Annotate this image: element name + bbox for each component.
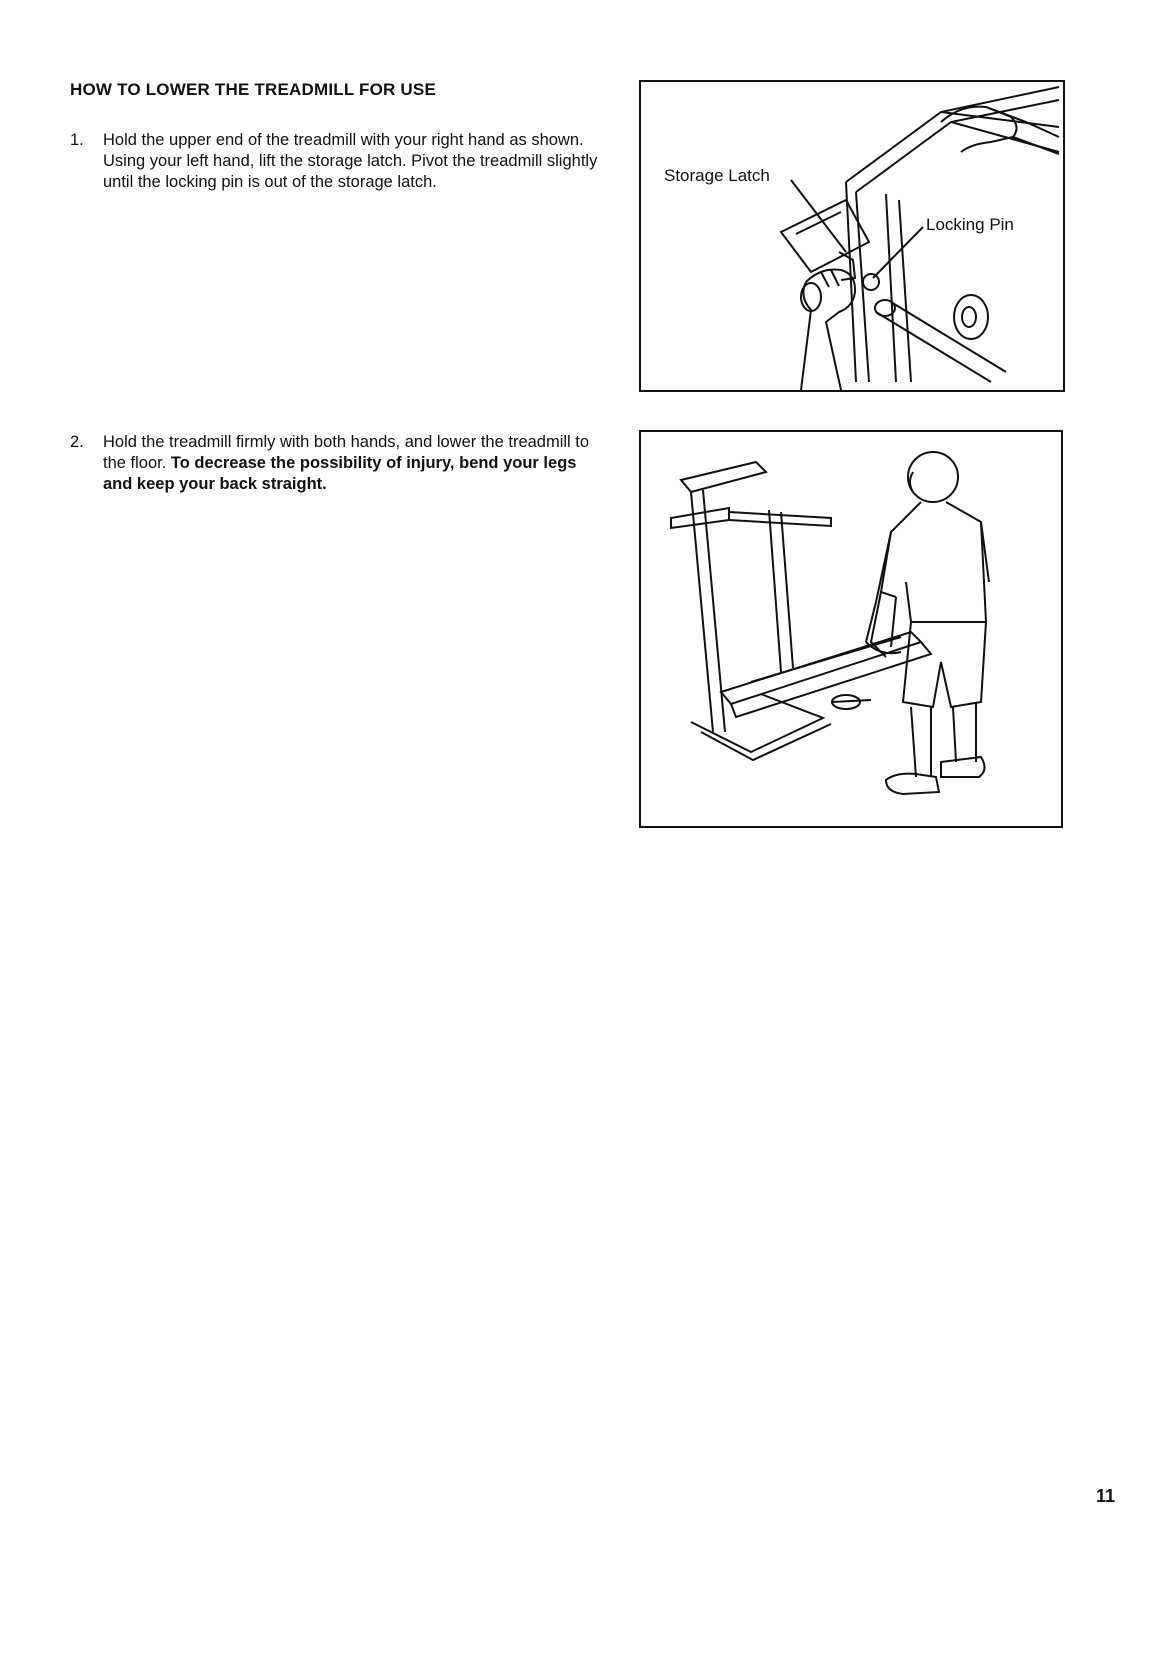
page-number: 11	[1096, 1486, 1116, 1506]
step-2-text-plain: Hold the treadmill firmly with both hands, and lower the treadmill to the floor.	[103, 433, 590, 472]
step-1	[70, 130, 600, 193]
step-2-text	[103, 432, 600, 495]
step-2-warning: To decrease the possibility of injury, bend your legs and keep your back straight.	[103, 454, 577, 493]
lowering-treadmill-illustration	[641, 432, 1061, 826]
step-1-text: Hold the upper end of the treadmill with your right hand as shown. Using your left hand, lift the storage latch. Pivot the treadmill slightly until the locking pin is out of the storage latch.	[103, 131, 598, 191]
section-heading: HOW TO LOWER THE TREADMILL FOR USE	[70, 80, 436, 99]
step-1-number: 1.	[70, 131, 84, 149]
storage-latch-illustration	[641, 82, 1063, 390]
figure-lowering-treadmill	[639, 430, 1063, 828]
step-2-number: 2.	[70, 433, 84, 451]
figure-storage-latch	[639, 80, 1065, 392]
step-2	[70, 432, 600, 495]
storage-latch-label: Storage Latch	[664, 166, 770, 185]
locking-pin-label: Locking Pin	[926, 215, 1014, 234]
